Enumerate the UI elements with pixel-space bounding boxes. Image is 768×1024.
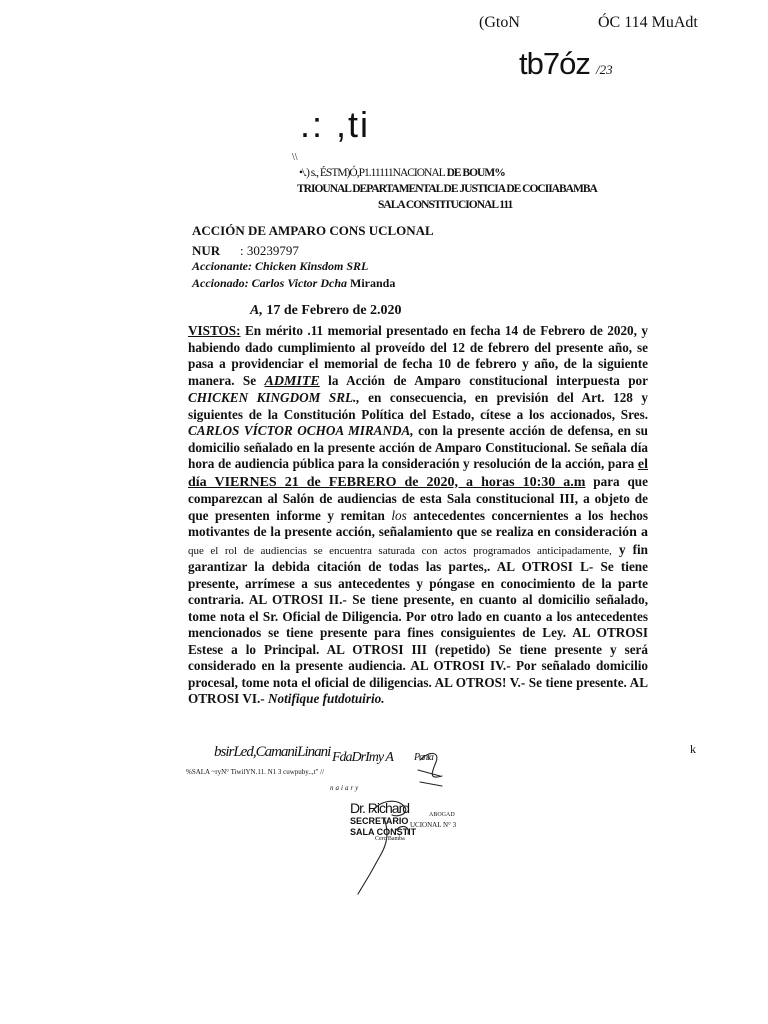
signature-magistrate-2: FdaDrImy A	[332, 750, 393, 765]
signature-initial: Pania	[414, 752, 433, 763]
plaintiff-name: CHICKEN KINGDOM SRL.,	[188, 390, 360, 405]
secretary-role: SECRETARIO	[350, 816, 409, 826]
defendant-name: CARLOS VÍCTOR OCHOA MIRANDA,	[188, 423, 414, 438]
header-reference-left: (GtoN	[479, 14, 520, 31]
court-heading-line2: TRIOUNAL DEPARTAMENTAL DE JUSTICIA DE COCIIABAMBA	[297, 183, 597, 195]
signature-stroke	[418, 770, 442, 786]
hearing-date: el día VIERNES 21 de FEBRERO de 2020, a horas 10:30 a.m	[188, 457, 648, 490]
margin-mark: k	[690, 742, 696, 756]
stamp-middle: naiary	[330, 784, 361, 792]
folio-subnumber: /23	[596, 62, 613, 77]
body-segment: antecedentes concernientes a los hechos motivantes de la presente acción, señalamiento que se realiza en	[188, 507, 649, 539]
signature-stroke	[372, 801, 406, 816]
accionado-label: Accionado: Carlos Victor Dcha	[192, 276, 348, 290]
vistos-label: VISTOS:	[188, 323, 241, 338]
nur-value: : 30239797	[240, 243, 299, 258]
signature-stroke	[396, 827, 408, 834]
court-heading-country: DE BOUM%	[446, 167, 505, 179]
signature-magistrate-1: bsirLed,CamaniLinani	[214, 744, 331, 760]
stamp-abogado: ABOGAD	[429, 812, 455, 818]
secretary-sala: SALA CONSTIT	[350, 827, 417, 837]
body-segment: la Acción de Amparo constitucional interpuesta por	[319, 372, 649, 388]
notification-closing: Notifique futdotuirio.	[268, 691, 385, 706]
body-segment: con la presente acción de defensa, en su domicilio señalado en la presente acción de Amparo Constitucional. Se señala día hora de audiencia pública para la consideración y resolución de la acción, para	[188, 423, 649, 471]
date-prefix: A,	[250, 303, 263, 318]
admite-keyword: ADMITE	[264, 373, 320, 389]
stamp-sala-number: UCIONAL N° 3	[410, 821, 457, 829]
body-segment: y fin garantizar la debida citación de todas las partes,. AL OTROSI L- Se tiene presente, arrímese a sus antecedentes y póngase en conocimiento de la parte contraria. AL OTROSI II.- Se tiene presente, en cuanto al domicilio señalado, tome nota el Sr. Oficial de Diligencia. Por otro lado en cuanto a los antecedentes mencionados se tiene presente para fines consiguientes de Ley. AL OTROSI Estese a lo Principal. AL OTROSI III (repetido) Se tiene presente y será considerado en la presente audiencia. AL OTROSI IV.- Por señalado domicilio procesal, tome nota el oficial de diligencias. AL OTROS! V.- Se tiene presente. AL OTROSI VI.-	[188, 541, 649, 706]
nur-label: NUR	[192, 243, 221, 258]
accionado-surname: Miranda	[350, 276, 396, 290]
header-reference-right: ÓC 114 MuAdt	[598, 14, 698, 31]
seal-mark: .: ,ti	[300, 104, 371, 145]
date-text: 17 de Febrero de 2.020	[266, 303, 402, 318]
case-title: ACCIÓN DE AMPARO CONS UCLONAL	[192, 223, 434, 238]
signature-stroke	[358, 818, 387, 894]
secretary-name: Dr. Richard	[350, 800, 410, 816]
case-accionante: Accionante: Chicken Kinsdom SRL	[192, 259, 369, 273]
folio-number: tb7óz	[519, 46, 590, 81]
body-segment-large: consideración a	[554, 525, 648, 540]
body-segment-italic: los	[391, 507, 407, 523]
court-heading-prefix: •\.) s., ÉSTM)Ó,P1.11111NACIONAL	[299, 167, 445, 179]
body-segment: En mérito .11 memorial presentado en fecha 14 de Febrero de 2020, y habiendo dado cumplimiento al proveído del 12 de febrero del presente año, se pasa a providenciar el memorial de fecha 10 de febrero y año, de la siguiente manera. Se	[188, 323, 648, 388]
body-segment-small: que el rol de audiencias se encuentra saturada con actos programados anticipadamente,	[188, 544, 612, 557]
scan-mark: \\	[292, 152, 298, 163]
body-segment: para que comparezcan al Salón de audiencias de esta Sala constitucional III, a objeto de que presenten informe y remitan	[188, 473, 648, 523]
stamp-city: Cerc Bamba	[375, 836, 405, 842]
stamp-left: %SALA ~ryN° TiwilYN.11. N1 3 cuwpuby..,t" //	[186, 768, 325, 776]
court-heading-line3: SALA CONSTITUCIONAL 111	[378, 199, 513, 211]
body-segment: en consecuencia, en previsión del Art. 128 y siguientes de la Constitución Política del Estado, cítese a los accionados, Sres.	[188, 390, 649, 422]
